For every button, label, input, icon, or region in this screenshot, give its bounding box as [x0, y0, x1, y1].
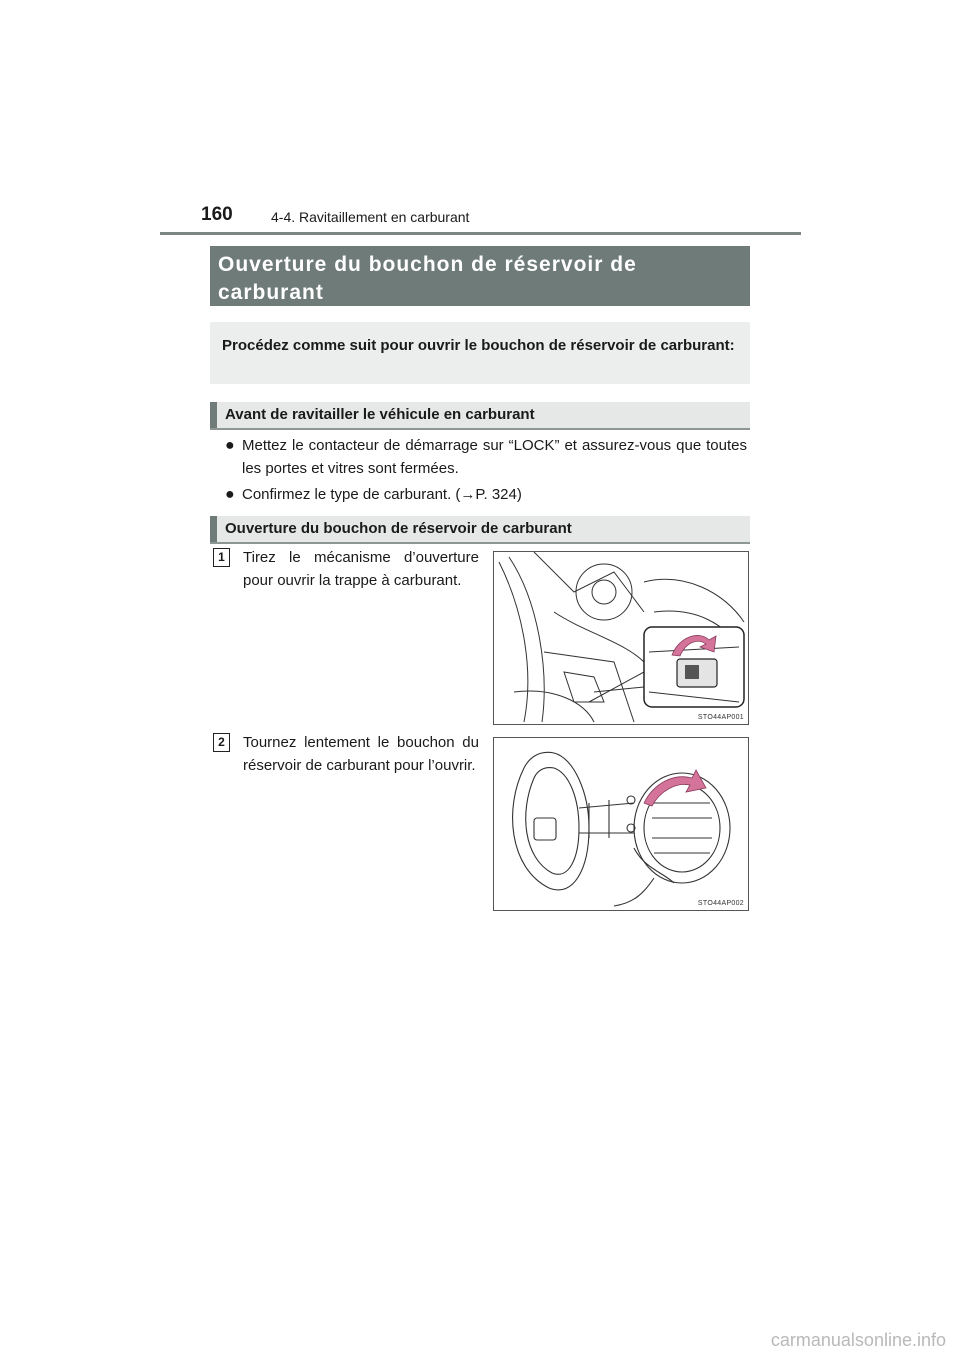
fuel-door-opener-illustration: [494, 552, 748, 724]
chapter-title: 4-4. Ravitaillement en carburant: [271, 209, 470, 225]
bullet-text: Mettez le contacteur de démarrage sur “LOCK” et assurez-vous que toutes les portes et vitres sont fermées.: [242, 437, 747, 477]
intro-text: Procédez comme suit pour ouvrir le bouchon de réservoir de carburant:: [210, 322, 750, 384]
bullet-text: Confirmez le type de carburant. (→P. 324): [242, 486, 522, 503]
page-title: Ouverture du bouchon de réservoir de carburant: [210, 246, 750, 306]
section-heading-before-refuel: Avant de ravitailler le véhicule en carburant: [210, 402, 750, 430]
step-text-2: Tournez lentement le bouchon du réservoir de carburant pour l’ouvrir.: [243, 734, 479, 774]
bullet-icon: ●: [225, 486, 235, 503]
fuel-cap-illustration: [494, 738, 748, 910]
section-heading-open-cap: Ouverture du bouchon de réservoir de carburant: [210, 516, 750, 544]
watermark: carmanualsonline.info: [770, 1330, 946, 1350]
page-number: 160: [201, 204, 233, 225]
bullet-icon: ●: [225, 437, 235, 454]
step-number-1: 1: [213, 548, 230, 567]
bullet-item: [225, 483, 747, 506]
bullet-item: [225, 434, 747, 480]
figure-code: STO44AP001: [697, 714, 744, 721]
figure-fuel-cap: [493, 737, 749, 911]
step-number-2: 2: [213, 733, 230, 752]
figure-fuel-door-opener: [493, 551, 749, 725]
figure-code: STO44AP002: [697, 900, 744, 907]
header-rule: [160, 232, 801, 235]
step-text-1: Tirez le mécanisme d’ouverture pour ouvrir la trappe à carburant.: [243, 549, 479, 589]
